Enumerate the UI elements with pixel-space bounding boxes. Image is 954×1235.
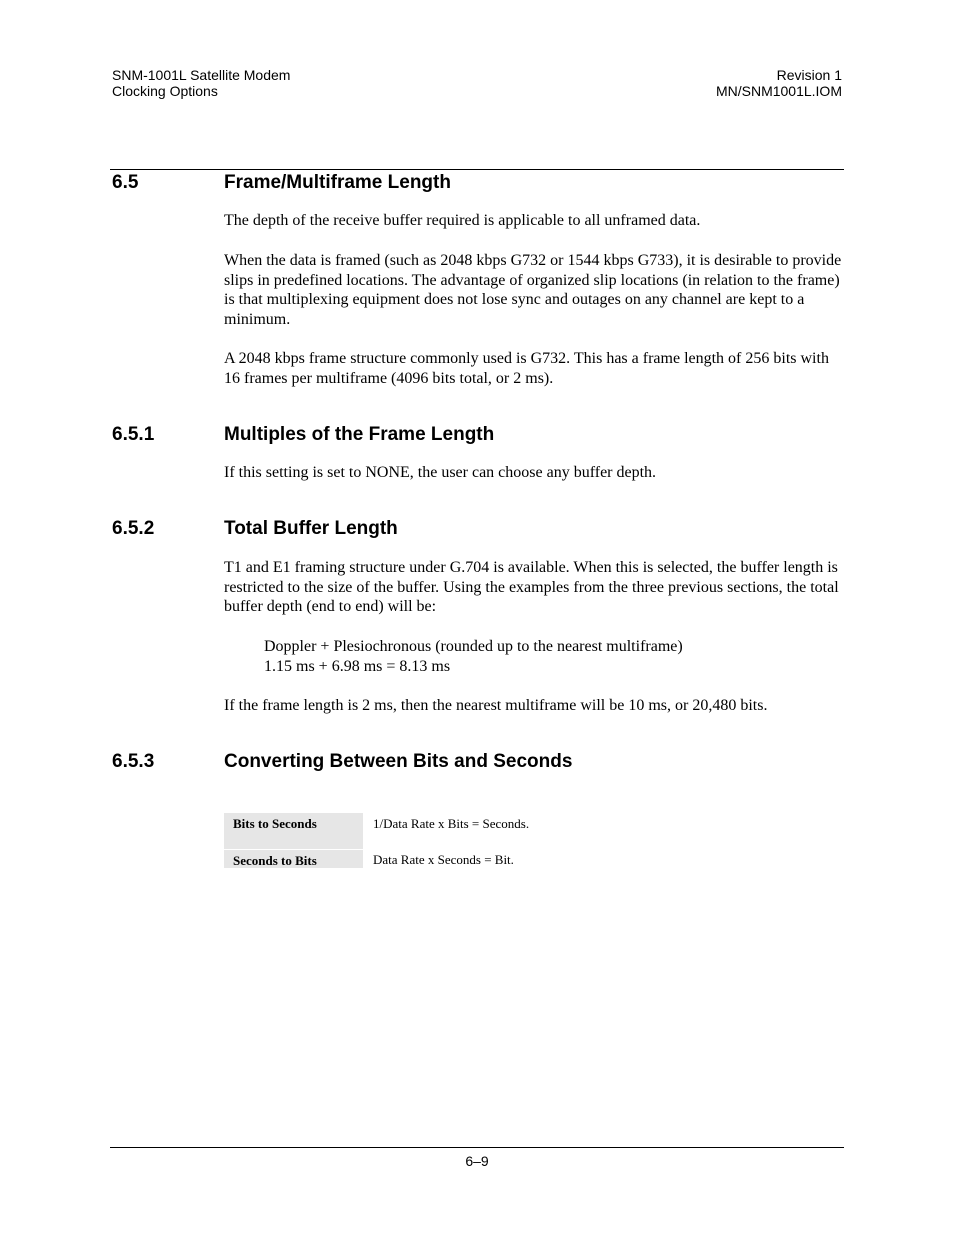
section-number: 6.5.3: [112, 751, 155, 772]
conversion-table: [224, 813, 764, 885]
header-chapter-title: Clocking Options: [112, 83, 218, 99]
section-heading-6-5-3: [112, 751, 572, 773]
formula-description: Doppler + Plesiochronous (rounded up to the nearest multiframe): [264, 638, 683, 655]
header-divider: [110, 169, 844, 170]
section-number: 6.5.2: [112, 518, 155, 539]
header-revision: Revision 1: [776, 67, 842, 83]
paragraph: The depth of the receive buffer required is applicable to all unframed data.: [224, 212, 701, 229]
footer-divider: [110, 1147, 844, 1148]
formula-equation: 1.15 ms + 6.98 ms = 8.13 ms: [264, 658, 451, 675]
conversion-formula: 1/Data Rate x Bits = Seconds.: [373, 816, 530, 831]
header-document-id: MN/SNM1001L.IOM: [715, 83, 842, 99]
page-header-right: [716, 67, 842, 99]
conversion-formula: Data Rate x Seconds = Bit.: [373, 852, 514, 867]
page-header-left: [112, 67, 290, 99]
section-title: Frame/Multiframe Length: [224, 172, 451, 193]
paragraph: A 2048 kbps frame structure commonly used is G732. This has a frame length of 256 bits with 16 frames per multiframe (4096 bits total, or 2 ms).: [224, 350, 829, 387]
conversion-label: Bits to Seconds: [224, 813, 363, 849]
section-title: Multiples of the Frame Length: [224, 424, 495, 445]
section-heading-6-5: [112, 172, 451, 194]
page-number: 6–9: [465, 1153, 489, 1169]
section-heading-6-5-1: [112, 424, 494, 446]
section-number: 6.5: [112, 172, 139, 193]
header-document-title: SNM-1001L Satellite Modem: [112, 67, 291, 83]
section-title: Converting Between Bits and Seconds: [224, 751, 573, 772]
table-row: [224, 849, 764, 885]
paragraph: T1 and E1 framing structure under G.704 is available. When this is selected, the buffer length is restricted to the size of the buffer. Using the examples from the three previous sections, the total buffer depth (end to end) will be:: [224, 559, 839, 616]
paragraph: If the frame length is 2 ms, then the nearest multiframe will be 10 ms, or 20,480 bits.: [224, 697, 768, 714]
section-title: Total Buffer Length: [224, 518, 398, 539]
table-row: [224, 813, 764, 849]
section-number: 6.5.1: [112, 424, 155, 445]
paragraph: If this setting is set to NONE, the user can choose any buffer depth.: [224, 464, 657, 481]
paragraph: When the data is framed (such as 2048 kbps G732 or 1544 kbps G733), it is desirable to provide slips in predefined locations. The advantage of organized slip locations (in relation to the frame) is that multiplexing equipment does not lose sync and outages on any channel are kept to a minimum.: [224, 252, 842, 329]
conversion-label: Seconds to Bits: [224, 850, 363, 868]
section-heading-6-5-2: [112, 518, 398, 540]
